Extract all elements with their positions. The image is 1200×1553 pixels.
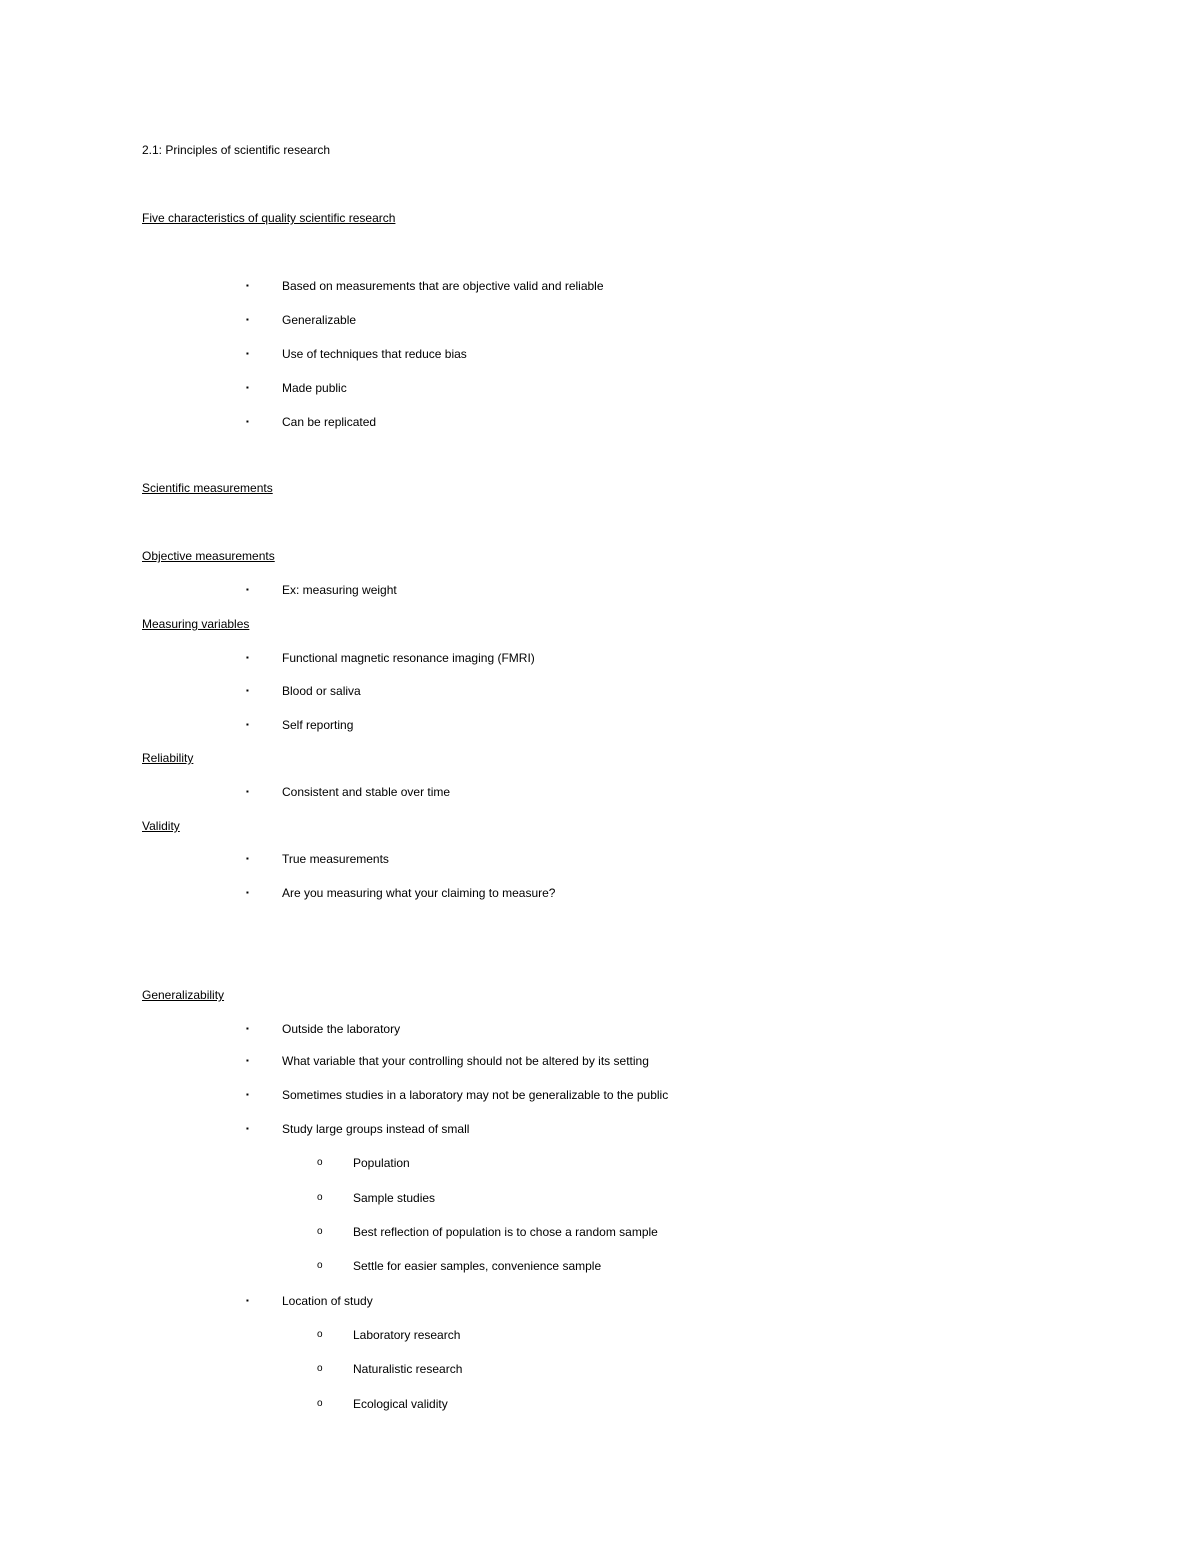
bullet-icon: ▪ xyxy=(246,383,249,392)
list-item: Consistent and stable over time xyxy=(282,785,451,799)
bullet-icon: ▪ xyxy=(246,888,249,897)
bullet-icon: ▪ xyxy=(246,585,249,594)
section-heading-scientific-measurements: Scientific measurements xyxy=(142,481,273,495)
list-item: True measurements xyxy=(282,852,389,866)
sub-bullet-icon: o xyxy=(317,1157,323,1168)
section-heading-reliability: Reliability xyxy=(142,751,194,765)
list-item: Use of techniques that reduce bias xyxy=(282,347,467,361)
section-heading-generalizability: Generalizability xyxy=(142,988,225,1002)
bullet-icon: ▪ xyxy=(246,854,249,863)
list-item: Generalizable xyxy=(282,313,357,327)
list-item: Study large groups instead of small xyxy=(282,1122,470,1136)
bullet-icon: ▪ xyxy=(246,1056,249,1065)
sub-list-item: Ecological validity xyxy=(353,1397,448,1411)
list-item: Blood or saliva xyxy=(282,684,361,698)
list-item: Self reporting xyxy=(282,718,354,732)
bullet-icon: ▪ xyxy=(246,1124,249,1133)
sub-list-item: Laboratory research xyxy=(353,1328,461,1342)
bullet-icon: ▪ xyxy=(246,1024,249,1033)
section-heading-objective-measurements: Objective measurements xyxy=(142,549,275,563)
bullet-icon: ▪ xyxy=(246,281,249,290)
sub-bullet-icon: o xyxy=(317,1226,323,1237)
sub-bullet-icon: o xyxy=(317,1260,323,1271)
list-item: Ex: measuring weight xyxy=(282,583,397,597)
sub-list-item: Population xyxy=(353,1156,410,1170)
list-item: Can be replicated xyxy=(282,415,377,429)
sub-bullet-icon: o xyxy=(317,1329,323,1340)
sub-list-item: Settle for easier samples, convenience sample xyxy=(353,1259,602,1273)
bullet-icon: ▪ xyxy=(246,1296,249,1305)
bullet-icon: ▪ xyxy=(246,720,249,729)
bullet-icon: ▪ xyxy=(246,686,249,695)
list-item: Based on measurements that are objective valid and reliable xyxy=(282,279,604,293)
list-item: Location of study xyxy=(282,1294,373,1308)
list-item: What variable that your controlling should not be altered by its setting xyxy=(282,1054,649,1068)
list-item: Made public xyxy=(282,381,347,395)
bullet-icon: ▪ xyxy=(246,315,249,324)
bullet-icon: ▪ xyxy=(246,349,249,358)
sub-bullet-icon: o xyxy=(317,1192,323,1203)
sub-bullet-icon: o xyxy=(317,1398,323,1409)
bullet-icon: ▪ xyxy=(246,417,249,426)
sub-list-item: Naturalistic research xyxy=(353,1362,463,1376)
section-heading-validity: Validity xyxy=(142,819,180,833)
section-heading-characteristics: Five characteristics of quality scientific research xyxy=(142,211,396,225)
list-item: Are you measuring what your claiming to measure? xyxy=(282,886,556,900)
list-item: Outside the laboratory xyxy=(282,1022,401,1036)
section-heading-measuring-variables: Measuring variables xyxy=(142,617,250,631)
sub-list-item: Best reflection of population is to chose a random sample xyxy=(353,1225,658,1239)
sub-list-item: Sample studies xyxy=(353,1191,436,1205)
bullet-icon: ▪ xyxy=(246,1090,249,1099)
bullet-icon: ▪ xyxy=(246,653,249,662)
bullet-icon: ▪ xyxy=(246,787,249,796)
page-title: 2.1: Principles of scientific research xyxy=(142,143,331,157)
sub-bullet-icon: o xyxy=(317,1363,323,1374)
list-item: Functional magnetic resonance imaging (FMRI) xyxy=(282,651,535,665)
list-item: Sometimes studies in a laboratory may not be generalizable to the public xyxy=(282,1088,669,1102)
